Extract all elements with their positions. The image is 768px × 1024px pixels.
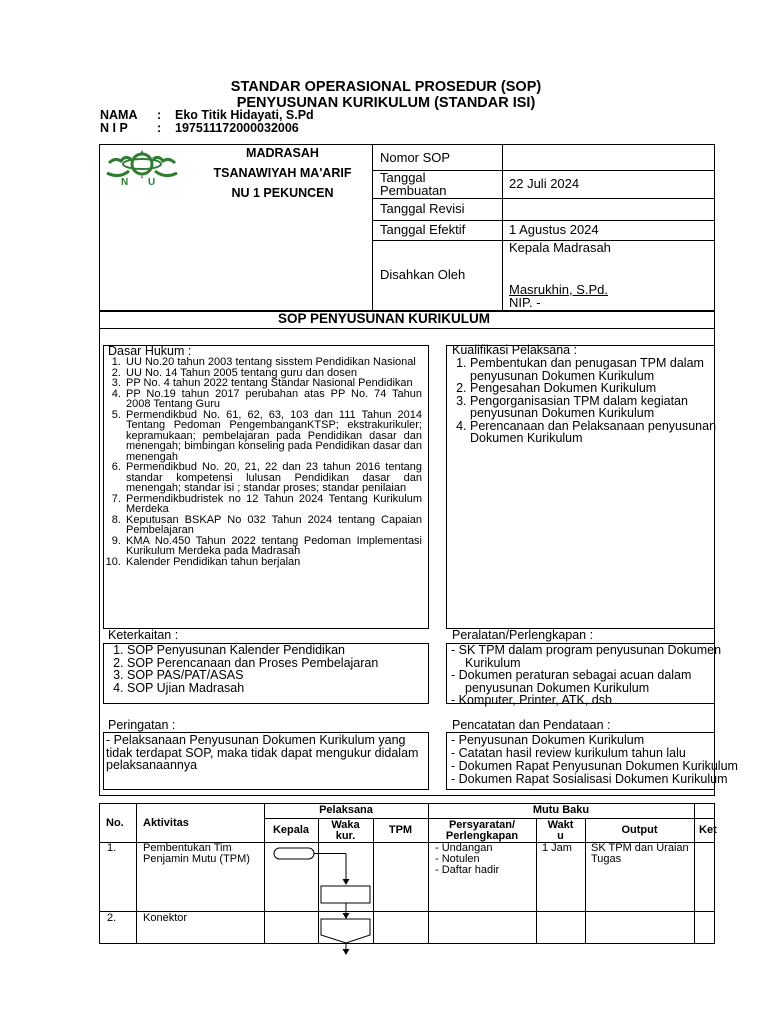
nomor-sop-label: Nomor SOP	[380, 150, 451, 165]
pencatatan-list	[451, 734, 761, 786]
pencatatan-item: - Penyusunan Dokumen Kurikulum	[451, 733, 645, 747]
col-persyaratan: Persyaratan/ Perlengkapan	[445, 819, 519, 842]
logo-letter-n: N	[121, 177, 129, 188]
peralatan-list	[451, 644, 736, 707]
row1-persyaratan-1: - Undangan	[435, 842, 493, 854]
tanggal-pembuatan-label-1: Tanggal	[380, 170, 426, 185]
keterkaitan-label: Keterkaitan :	[108, 628, 179, 642]
kualifikasi-item: 4. Perencanaan dan Pelaksanaan penyusunan Dokumen Kurikulum	[470, 420, 731, 445]
doc-title-1: STANDAR OPERASIONAL PROSEDUR (SOP)	[230, 79, 542, 95]
dasar-hukum-item: 4. PP No.19 tahun 2017 perubahan atas PP No. 74 Tahun 2008 Tentang Guru	[124, 389, 422, 410]
dasar-hukum-item: 2. UU No. 14 Tahun 2005 tentang guru dan dosen	[124, 368, 422, 379]
keterkaitan-item: 1. SOP Penyusunan Kalender Pendidikan	[127, 644, 423, 657]
peringatan-label: Peringatan :	[108, 718, 176, 732]
row2-aktivitas: Konektor	[143, 912, 188, 924]
row1-aktivitas: Pembentukan Tim Penjamin Mutu (TPM)	[143, 842, 250, 865]
row2-no: 2.	[107, 912, 117, 924]
nama-value: Eko Titik Hidayati, S.Pd	[175, 108, 314, 122]
col-output: Output	[621, 824, 658, 836]
row1-persyaratan-3: - Daftar hadir	[435, 864, 500, 876]
col-waka: Waka kur.	[331, 819, 360, 842]
pencatatan-item: - Dokumen Rapat Penyusunan Dokumen Kurikulum	[451, 759, 738, 773]
flow-start-terminator	[274, 848, 314, 859]
col-aktivitas: Aktivitas	[143, 817, 189, 829]
peringatan-text: - Pelaksanaan Penyusunan Dokumen Kurikulum yang tidak terdapat SOP, maka tidak dapat mengukur didalam pelaksanaannya	[106, 733, 419, 772]
dasar-hukum-list	[104, 357, 422, 567]
madrasah-name-3: NU 1 PEKUNCEN	[231, 186, 334, 200]
kepala-name: Masrukhin, S.Pd.	[509, 282, 608, 297]
pencatatan-item: - Dokumen Rapat Sosialisasi Dokumen Kurikulum	[451, 772, 728, 786]
tanggal-pembuatan-value: 22 Juli 2024	[509, 176, 580, 191]
flow-connector-arrow-2	[343, 903, 350, 919]
kualifikasi-item: 1. Pembentukan dan penugasan TPM dalam penyusunan Dokumen Kurikulum	[470, 357, 731, 382]
kepala-label: Kepala Madrasah	[509, 240, 611, 255]
madrasah-name-1: MADRASAH	[246, 146, 319, 160]
row1-output: SK TPM dan Uraian Tugas	[591, 842, 689, 865]
tanggal-revisi-label: Tanggal Revisi	[380, 201, 465, 216]
peralatan-item: - SK TPM dalam program penyusunan Dokumen Kurikulum	[451, 643, 722, 670]
col-ket: Ket	[699, 824, 717, 836]
dasar-hukum-item: 8. Keputusan BSKAP No 032 Tahun 2024 tentang Capaian Pembelajaran	[124, 515, 422, 536]
nu-logo-icon	[105, 149, 179, 191]
row1-persyaratan-2: - Notulen	[435, 853, 480, 865]
sop-title: SOP PENYUSUNAN KURIKULUM	[277, 311, 491, 326]
doc-title-2: PENYUSUNAN KURIKULUM (STANDAR ISI)	[236, 95, 536, 111]
keterkaitan-list	[103, 644, 423, 694]
flow-connector-arrow-1	[314, 854, 350, 886]
peralatan-label: Peralatan/Perlengkapan :	[452, 628, 594, 642]
row1-waktu: 1 Jam	[542, 842, 572, 854]
kepala-nip: NIP. -	[509, 295, 541, 310]
nama-label: NAMA	[100, 108, 138, 122]
keterkaitan-item: 4. SOP Ujian Madrasah	[127, 682, 423, 695]
dasar-hukum-item: 1. UU No.20 tahun 2003 tentang sisstem Pendidikan Nasional	[124, 357, 422, 368]
col-no: No.	[106, 817, 124, 829]
peralatan-item: - Komputer, Printer, ATK, dsb	[451, 693, 612, 707]
peralatan-item: - Dokumen peraturan sebagai acuan dalam penyusunan Dokumen Kurikulum	[451, 668, 692, 695]
flowchart	[264, 843, 428, 963]
nama-colon: :	[157, 108, 162, 122]
dasar-hukum-item: 6. Permendikbud No. 20, 21, 22 dan 23 tahun 2016 tentang standar kompetensi lulusan Pendidikan dasar dan menengah; standar isi ; standar proses; standar penilaian	[124, 462, 422, 494]
dasar-hukum-item: 5. Permendikbud No. 61, 62, 63, 103 dan 111 Tahun 2014 Tentang Pedoman PengembanganKTSP; ekstrakurikuler; kepramukaan; pembelajaran pada Pendidikan dasar dan menengah; bimbingan konseling pada Pendidikan dasar dan menengah	[124, 410, 422, 463]
flow-process-box	[321, 886, 370, 903]
flow-connector-arrow-3	[343, 943, 350, 955]
keterkaitan-item: 3. SOP PAS/PAT/ASAS	[127, 669, 423, 682]
kualifikasi-item: 3. Pengorganisasian TPM dalam kegiatan penyusunan Dokumen Kurikulum	[470, 395, 731, 420]
disahkan-label: Disahkan Oleh	[380, 267, 466, 282]
dasar-hukum-label: Dasar Hukum :	[108, 344, 192, 358]
nip-label: N I P	[100, 121, 128, 135]
keterkaitan-item: 2. SOP Perencanaan dan Proses Pembelajaran	[127, 657, 423, 670]
nip-value: 197511172000032006	[175, 121, 299, 135]
kualifikasi-item: 2. Pengesahan Dokumen Kurikulum	[470, 382, 731, 395]
tanggal-pembuatan-label-2: Pembuatan	[380, 183, 447, 198]
col-pelaksana: Pelaksana	[319, 804, 373, 816]
col-mutu-baku: Mutu Baku	[532, 804, 590, 816]
dasar-hukum-item: 3. PP No. 4 tahun 2022 tentang Standar Nasional Pendidikan	[124, 378, 422, 389]
pencatatan-label: Pencatatan dan Pendataan :	[452, 718, 611, 732]
row1-no: 1.	[107, 842, 117, 854]
madrasah-name-2: TSANAWIYAH MA'ARIF	[213, 166, 352, 180]
logo-letter-u: U	[148, 177, 156, 188]
dasar-hukum-item: 10. Kalender Pendidikan tahun berjalan	[124, 557, 422, 568]
col-waktu: Wakt u	[547, 819, 574, 842]
col-tpm: TPM	[388, 824, 413, 836]
tanggal-efektif-value: 1 Agustus 2024	[509, 222, 599, 237]
flow-offpage-connector	[321, 919, 370, 943]
dasar-hukum-item: 9. KMA No.450 Tahun 2022 tentang Pedoman Implementasi Kurikulum Merdeka pada Madrasah	[124, 536, 422, 557]
pencatatan-item: - Catatan hasil review kurikulum tahun lalu	[451, 746, 686, 760]
dasar-hukum-item: 7. Permendikbudristek no 12 Tahun 2024 Tentang Kurikulum Merdeka	[124, 494, 422, 515]
tanggal-efektif-label: Tanggal Efektif	[380, 222, 466, 237]
col-kepala: Kepala	[272, 824, 310, 836]
kualifikasi-label: Kualifikasi Pelaksana :	[452, 343, 578, 357]
kualifikasi-list	[446, 357, 731, 445]
nip-colon: :	[157, 121, 162, 135]
